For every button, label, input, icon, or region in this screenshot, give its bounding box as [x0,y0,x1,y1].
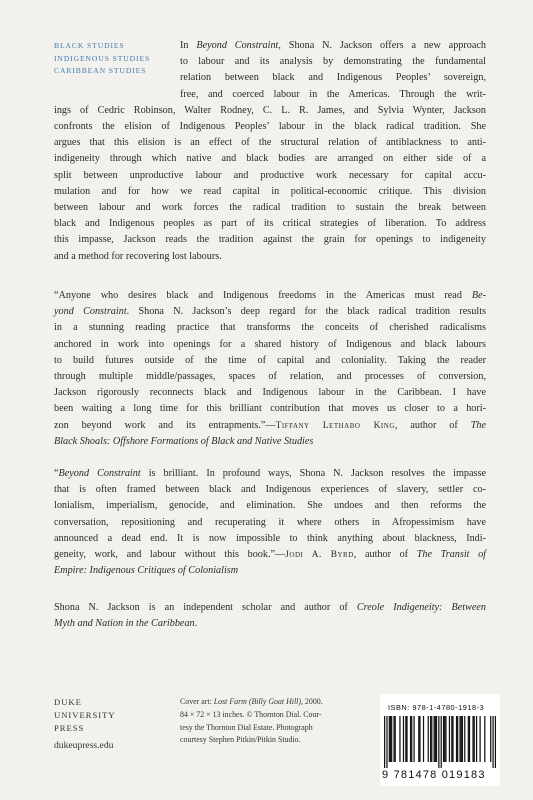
endorsement-line: in a stunning reading practice that transforms the conceits of cherished radicalisms [54,322,486,334]
endorsement-king [54,288,486,450]
barcode-bar [464,716,465,762]
barcode-bar [413,716,414,762]
credit-line: tesy the Thornton Dial Estate. Photograph [180,722,313,732]
barcode-bar [434,716,435,762]
barcode-bar [419,716,420,762]
barcode-bar [451,716,452,762]
description-line: relation between black and Indigenous Peoples’ sovereign, [180,72,486,84]
author-bio [54,600,486,632]
barcode-bar [490,716,491,762]
barcode-bar [435,716,436,762]
description-line: between labour and work forces the radical tradition to sustain the break between [54,202,486,214]
barcode-bar [418,716,419,762]
book-description [180,38,486,103]
endorser-name: Tiffany Lethabo King [275,420,395,431]
description-line: In Beyond Constraint, Shona N. Jackson offers a new approach [180,40,487,51]
endorsement-line: geneity, work, and labour without this book.”—Jodi A. Byrd, author of The Transit of [54,549,487,561]
description-line: split between unproductive labour and productive work necessary for capital accu- [54,169,486,181]
publisher-logo [54,696,116,734]
endorsement-line: announced a dead end. It is now impossible to think anything about blackness, Indi- [54,532,486,544]
barcode-bar [391,716,392,762]
description-line: ings of Cedric Robinson, Walter Rodney, C. L. R. James, and Sylvia Wynter, Jackson [54,104,486,116]
barcode-bar [484,716,485,762]
barcode-bar [395,716,396,762]
barcode-bar [443,716,444,762]
barcode-bar [405,716,406,762]
description-line: this impasse, Jackson reads the tradition against the grain for openings to indigeneity [54,234,486,246]
endorsement-line: Black Shoals: Offshore Formations of Black and Native Studies [54,435,314,447]
barcode-bar [406,716,407,762]
barcode-bar [438,716,439,768]
barcode-bar [403,716,404,762]
endorser-name: Jodi A. Byrd [285,550,354,561]
endorsement-line: lonialism, imperialism, genocide, and elimination. She undoes and then reforms the [54,500,486,512]
barcode-bar [452,716,453,762]
endorsement-line: anchored in work into openings for a shared history of Indigenous and black labours [54,338,486,350]
barcode-bar [479,716,480,762]
barcode-bar [472,716,473,762]
barcode-bar [389,716,390,762]
endorsement-line: zon beyond work and its entrapments.”—Tiffany Lethabo King, author of The [54,419,486,431]
barcode-bar [411,716,412,762]
cover-credits [180,696,380,747]
credit-line: 84 × 72 × 13 inches. © Thornton Dial. Cour- [180,709,322,719]
isbn-label: ISBN: 978-1-4780-1918-3 [388,703,485,712]
barcode-bar [445,716,446,762]
barcode-bar [492,716,493,768]
category-black-studies: BLACK STUDIES [54,41,125,50]
book-description-continued [54,103,486,265]
barcode-bar [410,716,411,762]
barcode-bar [441,716,442,768]
endorsement-line: been waiting a long time for this brilliant contribution that moves us closer to a hori- [54,403,486,415]
endorsement-line: that is often framed between black and Indigenous experiences of slavery, settler co- [54,484,486,496]
description-line: black and Indigenous peoples as part of its critical strategies of liberation. To address [54,218,486,230]
publisher-line: UNIVERSITY [54,709,116,720]
barcode-bar [469,716,470,762]
category-list [54,40,150,78]
endorsement-line: Jackson rigorously reconnects black and Indigenous labour in the Caribbean. I have [54,387,486,399]
description-line: and a method for recovering lost labours. [54,250,222,262]
barcode-bar [384,716,385,768]
barcode-bar [474,716,475,762]
barcode-bar [444,716,445,762]
credit-line: Cover art: Lost Farm (Billy Goat Hill), 2000. [180,697,323,706]
description-line: to labour and its analysis by demonstrating the fundamental [180,56,486,68]
barcode-bar [468,716,469,762]
barcode-bar [459,716,460,762]
category-caribbean-studies: CARIBBEAN STUDIES [54,66,147,75]
endorsement-line: yond Constraint. Shona N. Jackson’s deep regard for the black radical tradition results [54,306,486,318]
publisher-url[interactable]: dukeupress.edu [54,740,114,751]
barcode-bar [393,716,394,762]
bio-line: Shona N. Jackson is an independent scholar and author of Creole Indigeneity: Between [54,602,486,613]
barcode-bar [495,716,496,768]
barcode-bar [399,716,400,762]
description-line: argues that this elision is an effect of the structural relation of antiblackness to anti- [54,137,486,149]
book-title: Beyond Constraint [196,40,279,51]
endorsement-line: conversation, repositioning and recuperating it where others in Afropessimism have [54,516,486,528]
endorsement-line: Empire: Indigenous Critiques of Colonialism [54,565,239,577]
barcode-icon [384,716,496,768]
endorsement-line: to build futures outside of the time of capital and coloniality. Taking the reader [54,354,486,366]
endorsement-line: “Anyone who desires black and Indigenous freedoms in the Americas must read Be- [54,290,486,301]
barcode-bar [456,716,457,762]
barcode-number: 9 781478 019183 [382,769,486,781]
barcode-bar [476,716,477,762]
description-line: confronts the elision of Indigenous Peoples’ labour in the black radical tradition. She [54,121,486,132]
barcode-bar [430,716,431,762]
bio-line: Myth and Nation in the Caribbean. [54,618,198,630]
category-indigenous-studies: INDIGENOUS STUDIES [54,53,151,63]
publisher-line: DUKE [54,697,82,707]
barcode-bar [449,716,450,762]
endorsement-line: through multiple middle/passages, spaces of relation, and processes of conversion, [54,371,486,383]
description-line: indigeneity through which native and black bodies are arranged on either side of a [54,153,486,165]
barcode-bar [462,716,463,762]
barcode-bar [431,716,432,762]
barcode-bar [436,716,437,762]
barcode-bar [423,716,424,762]
endorsement-line: “Beyond Constraint is brilliant. In profound ways, Shona N. Jackson resolves the impasse [54,468,486,479]
barcode-bar [390,716,391,762]
description-line: mulation and for how we read capital in political-economic critique. This division [54,185,486,197]
endorsement-byrd [54,466,486,579]
barcode-bar [457,716,458,762]
barcode-bar [461,716,462,762]
credit-line: courtesy Stephen Pitkin/Pitkin Studio. [180,735,301,745]
barcode-bar [428,716,429,762]
description-line: free, and coerced labour in the Americas. Through the writ- [180,88,486,100]
barcode-bar [386,716,387,768]
publisher-line: PRESS [54,722,85,733]
